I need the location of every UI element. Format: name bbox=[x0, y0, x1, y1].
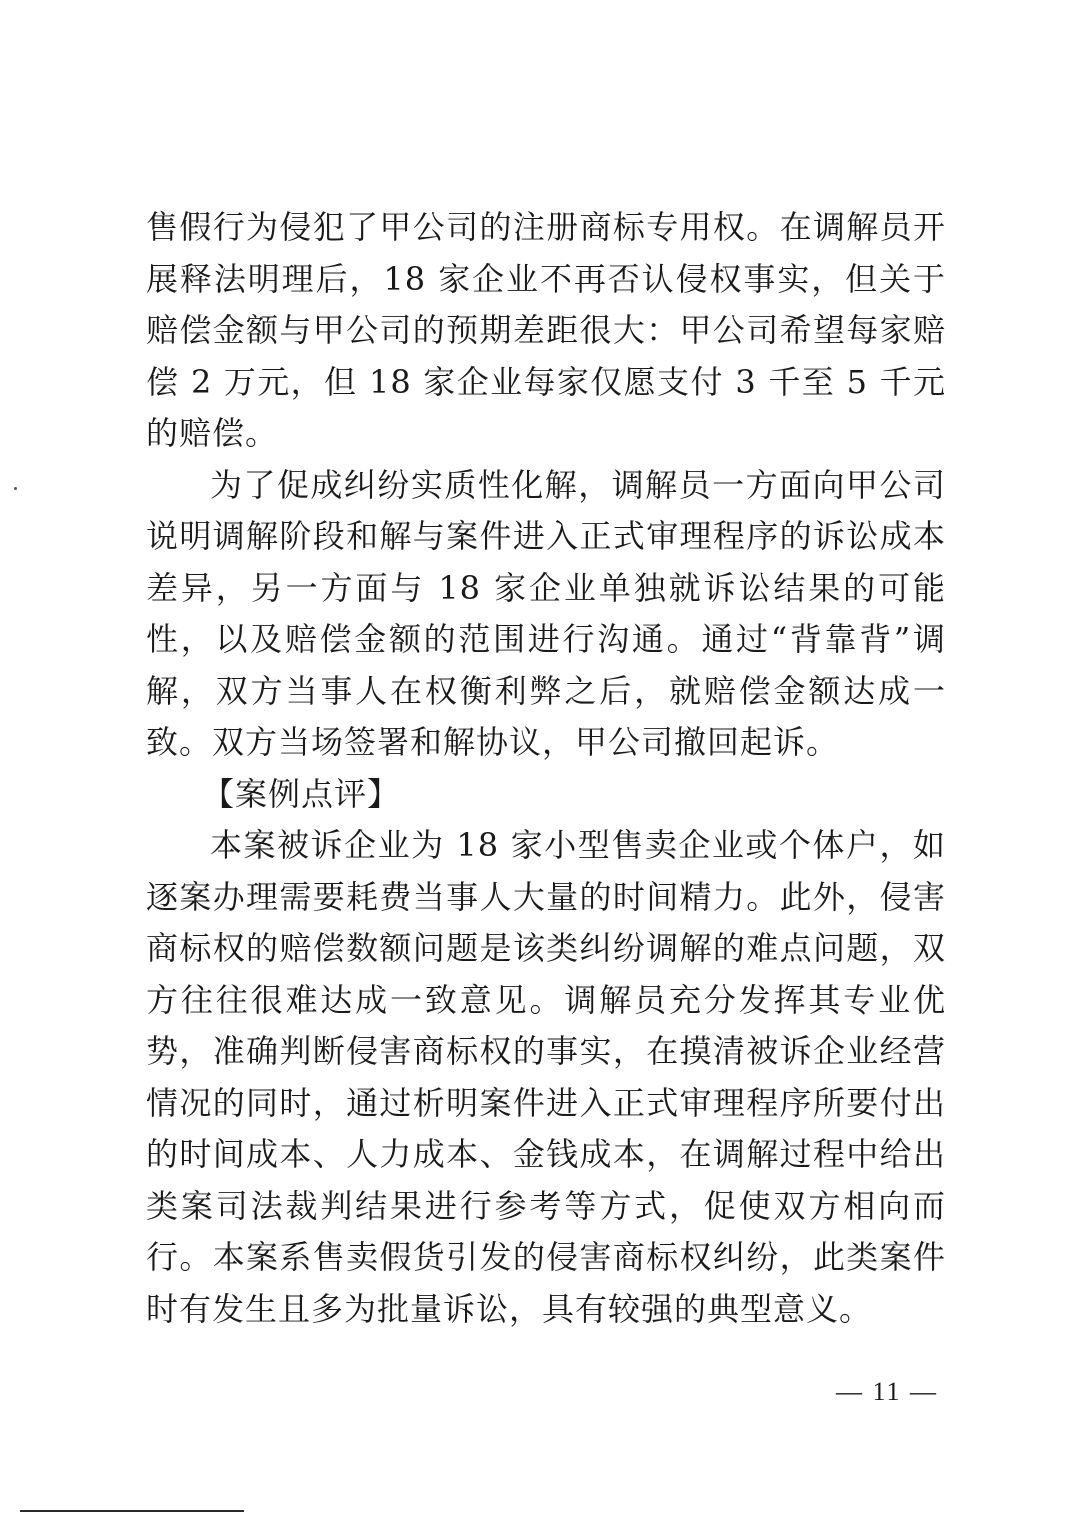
scan-speck bbox=[14, 487, 17, 490]
paragraph-mediation-process: 为了促成纠纷实质性化解，调解员一方面向甲公司说明调解阶段和解与案件进入正式审理程序的诉讼成本差异，另一方面与 18 家企业单独就诉讼结果的可能性，以及赔偿金额的范围进行沟通。通过“背靠背”调解，双方当事人在权衡利弊之后，就赔偿金额达成一致。双方当场签署和解协议，甲公司撤回起诉。 bbox=[146, 465, 946, 761]
section-heading-case-review: 【案例点评】 bbox=[202, 774, 401, 813]
footer-divider bbox=[20, 1510, 244, 1512]
body-text bbox=[146, 202, 946, 1335]
paragraph-case-continuation: 售假行为侵犯了甲公司的注册商标专用权。在调解员开展释法明理后，18 家企业不再否认侵权事实，但关于赔偿金额与甲公司的预期差距很大：甲公司希望每家赔偿 2 万元，但 18 家企业每家仅愿支付 3 千至 5 千元的赔偿。 bbox=[146, 208, 946, 452]
page-number: — 11 — bbox=[835, 1377, 939, 1406]
paragraph-case-review: 本案被诉企业为 18 家小型售卖企业或个体户，如逐案办理需要耗费当事人大量的时间精力。此外，侵害商标权的赔偿数额问题是该类纠纷调解的难点问题，双方往往很难达成一致意见。调解员充分发挥其专业优势，准确判断侵害商标权的事实，在摸清被诉企业经营情况的同时，通过析明案件进入正式审理程序所要付出的时间成本、人力成本、金钱成本，在调解过程中给出类案司法裁判结果进行参考等方式，促使双方相向而行。本案系售卖假货引发的侵害商标权纠纷，此类案件时有发生且多为批量诉讼，具有较强的典型意义。 bbox=[146, 826, 946, 1328]
